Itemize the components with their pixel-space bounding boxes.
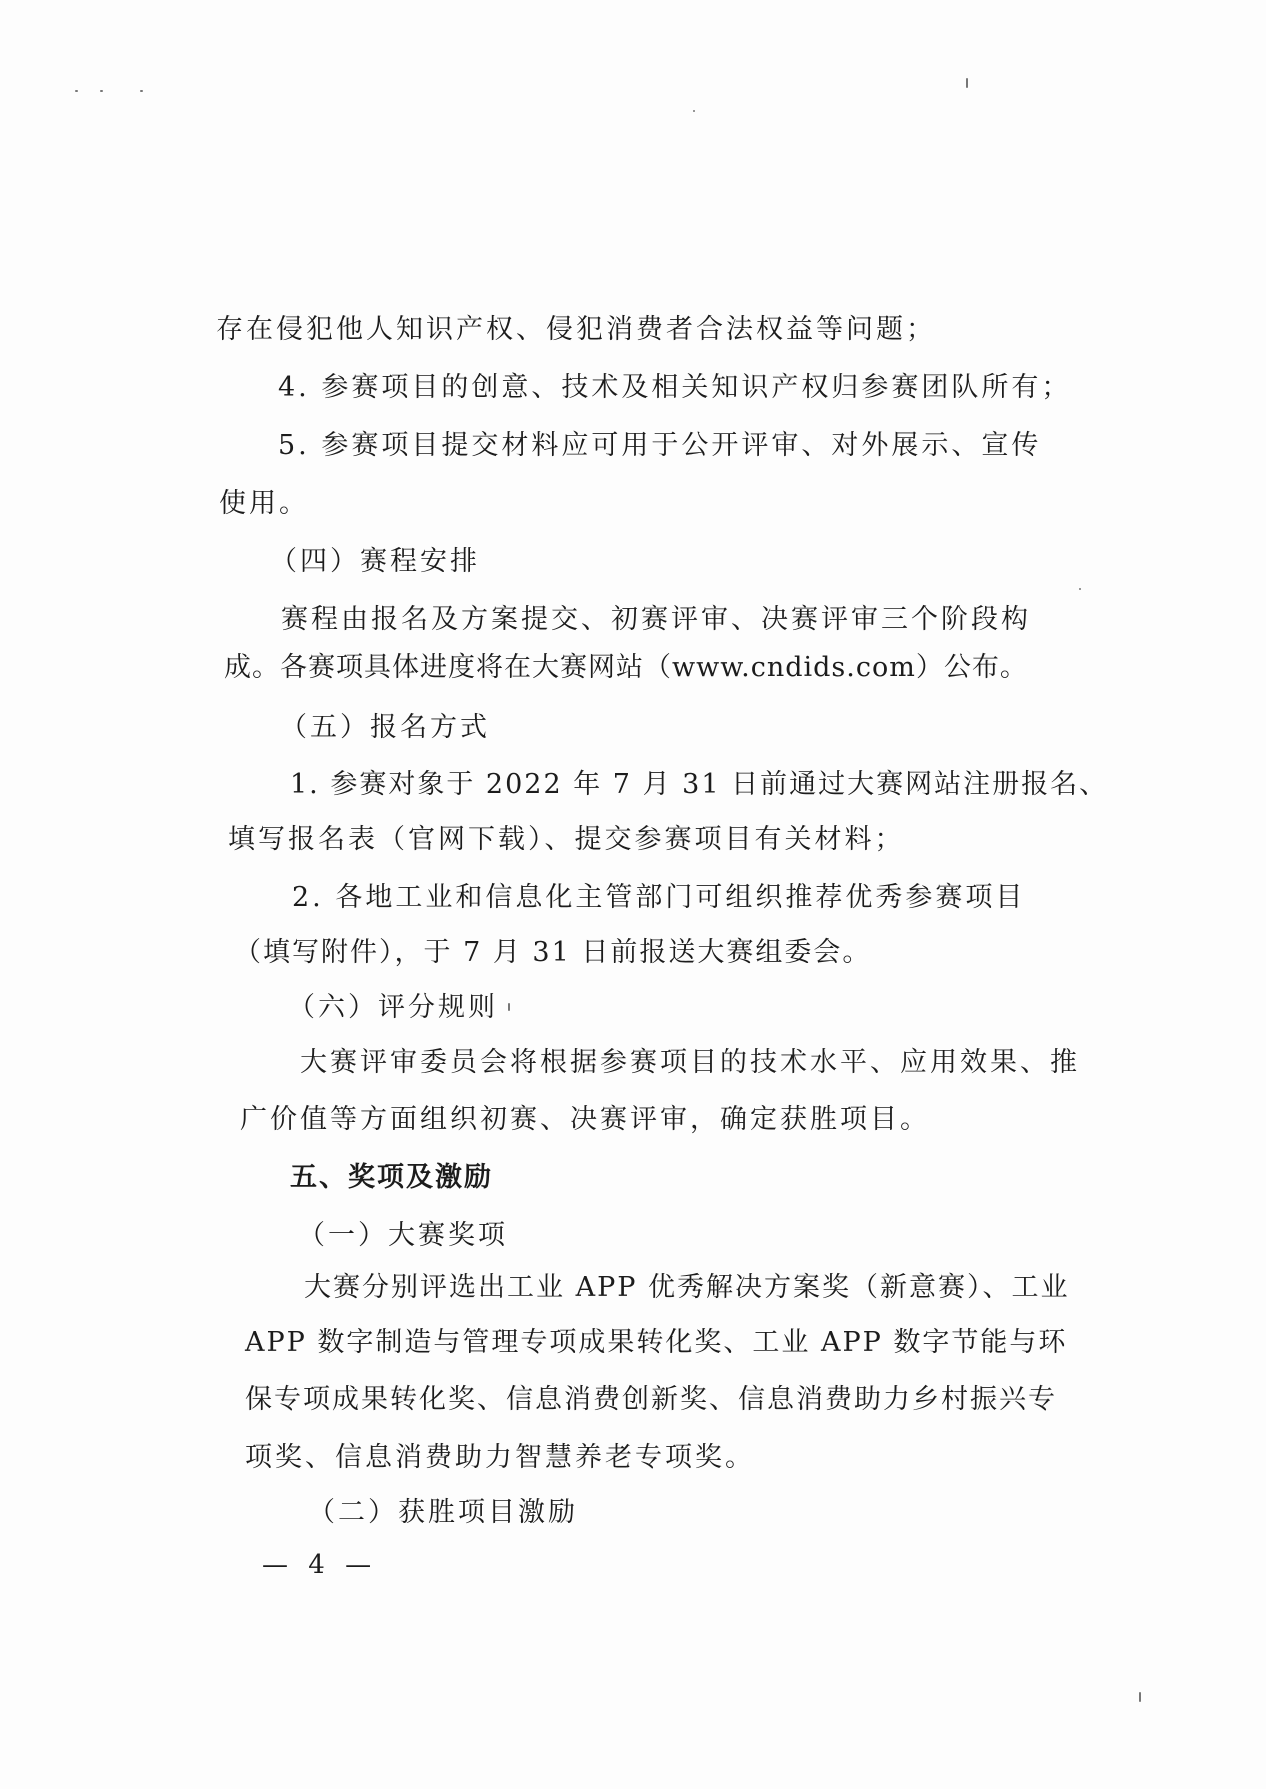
text-line: 保专项成果转化奖、信息消费创新奖、信息消费助力乡村振兴专 xyxy=(245,1384,1057,1415)
chapter-heading: 五、奖项及激励 xyxy=(290,1162,493,1193)
section-heading: （六）评分规则 xyxy=(288,992,498,1023)
scan-speck xyxy=(693,110,695,112)
section-heading: （五）报名方式 xyxy=(280,712,490,743)
text-line: 广价值等方面组织初赛、决赛评审，确定获胜项目。 xyxy=(240,1104,930,1135)
scan-speck xyxy=(140,90,143,92)
text-line: 成。各赛项具体进度将在大赛网站（www.cndids.com）公布。 xyxy=(224,652,1028,683)
text-line: APP 数字制造与管理专项成果转化奖、工业 APP 数字节能与环 xyxy=(245,1327,1068,1358)
scan-speck xyxy=(75,90,78,92)
text-line: 大赛评审委员会将根据参赛项目的技术水平、应用效果、推 xyxy=(300,1047,1080,1078)
text-line: 赛程由报名及方案提交、初赛评审、决赛评审三个阶段构 xyxy=(281,604,1031,635)
text-line: 项奖、信息消费助力智慧养老专项奖。 xyxy=(245,1442,755,1473)
text-line: （填写附件），于 7 月 31 日前报送大赛组委会。 xyxy=(234,937,872,968)
scan-speck xyxy=(508,1003,510,1011)
page-number: — 4 — xyxy=(262,1550,378,1580)
text-line: 填写报名表（官网下载）、提交参赛项目有关材料； xyxy=(228,824,905,855)
section-heading: （二）获胜项目激励 xyxy=(308,1497,578,1528)
text-line: 使用。 xyxy=(219,488,309,519)
scan-speck xyxy=(100,90,103,92)
section-heading: （四）赛程安排 xyxy=(270,546,480,577)
text-line: 大赛分别评选出工业 APP 优秀解决方案奖（新意赛）、工业 xyxy=(304,1272,1070,1303)
text-line: 2. 各地工业和信息化主管部门可组织推荐优秀参赛项目 xyxy=(292,882,1026,913)
text-line: 存在侵犯他人知识产权、侵犯消费者合法权益等问题； xyxy=(216,314,936,345)
section-heading: （一）大赛奖项 xyxy=(298,1220,508,1251)
text-line: 5. 参赛项目提交材料应可用于公开评审、对外展示、宣传 xyxy=(278,430,1042,461)
scan-speck xyxy=(1139,1692,1141,1702)
text-line: 1. 参赛对象于 2022 年 7 月 31 日前通过大赛网站注册报名、 xyxy=(290,769,1109,800)
scan-speck xyxy=(966,78,968,88)
text-line: 4. 参赛项目的创意、技术及相关知识产权归参赛团队所有； xyxy=(278,372,1072,403)
scan-speck xyxy=(1079,588,1081,590)
